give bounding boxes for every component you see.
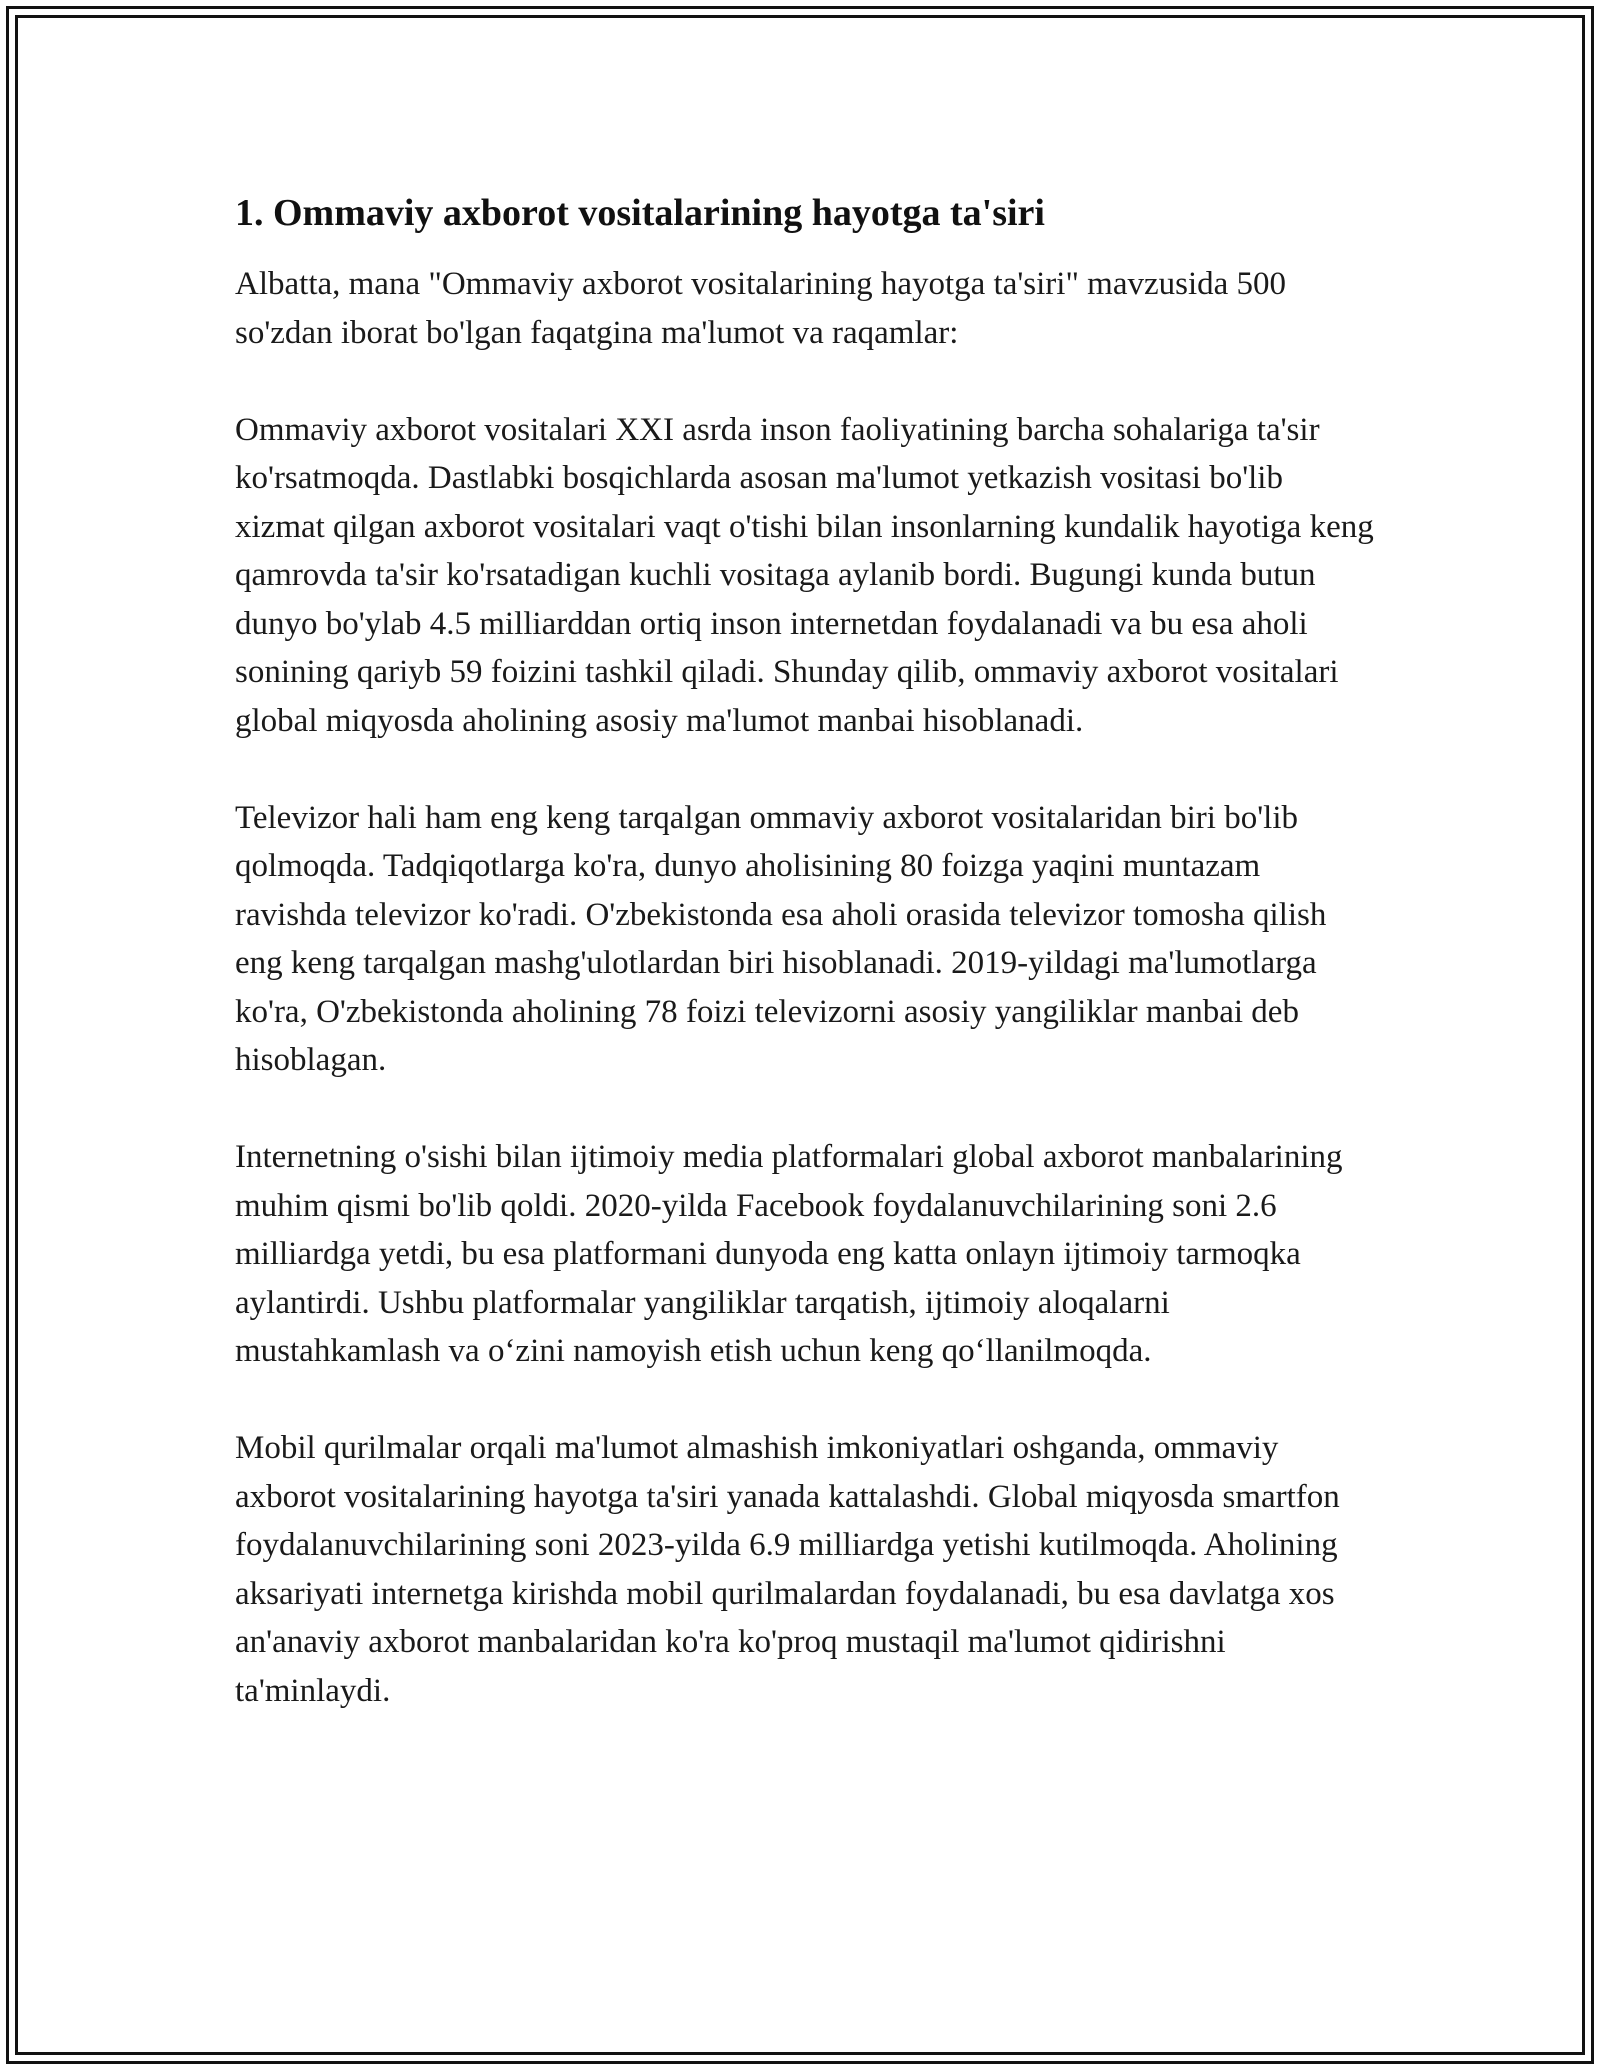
paragraph-media-overview: Ommaviy axborot vositalari XXI asrda inson faoliyatining barcha sohalariga ta'sir ko'rsatmoqda. Dastlabki bosqichlarda asosan ma'lumot yetkazish vositasi bo'lib xizmat qilgan axborot vositalari vaqt o'tishi bilan insonlarning kundalik hayotiga keng qamrovda ta'sir ko'rsatadigan kuchli vositaga aylanib bordi. Bugungi kunda butun dunyo bo'ylab 4.5 milliarddan ortiq inson internetdan foydalanadi va bu esa aholi sonining qariyb 59 foizini tashkil qiladi. Shunday qilib, ommaviy axborot vositalari global miqyosda aholining asosiy ma'lumot manbai hisoblanadi. <box>235 411 1374 739</box>
paragraph-television: Televizor hali ham eng keng tarqalgan ommaviy axborot vositalaridan biri bo'lib qolmoqda. Tadqiqotlarga ko'ra, dunyo aholisining 80 foizga yaqini muntazam ravishda televizor ko'radi. O'zbekistonda esa aholi orasida televizor tomosha qilish eng keng tarqalgan mashg'ulotlardan biri hisoblanadi. 2019-yildagi ma'lumotlarga ko'ra, O'zbekistonda aholining 78 foizi televizorni asosiy yangiliklar manbai deb hisoblagan. <box>235 799 1327 1078</box>
document-body <box>235 188 1375 1764</box>
section-heading: 1. Ommaviy axborot vositalarining hayotga ta'siri <box>235 192 1045 234</box>
paragraph-mobile-devices: Mobil qurilmalar orqali ma'lumot almashish imkoniyatlari oshganda, ommaviy axborot vositalarining hayotga ta'siri yanada kattalashdi. Global miqyosda smartfon foydalanuvchilarining soni 2023-yilda 6.9 milliardga yetishi kutilmoqda. Aholining aksariyati internetga kirishda mobil qurilmalardan foydalanadi, bu esa davlatga xos an'anaviy axborot manbalaridan ko'ra ko'proq mustaqil ma'lumot qidirishni ta'minlaydi. <box>235 1430 1340 1709</box>
paragraph-social-media: Internetning o'sishi bilan ijtimoiy media platformalari global axborot manbalarining muhim qismi bo'lib qoldi. 2020-yilda Facebook foydalanuvchilarining soni 2.6 milliardga yetdi, bu esa platformani dunyoda eng katta onlayn ijtimoiy tarmoqka aylantirdi. Ushbu platformalar yangiliklar tarqatish, ijtimoiy aloqalarni mustahkamlash va o‘zini namoyish etish uchun keng qo‘llanilmoqda. <box>235 1139 1343 1369</box>
paragraph-intro: Albatta, mana "Ommaviy axborot vositalarining hayotga ta'siri" mavzusida 500 so'zdan iborat bo'lgan faqatgina ma'lumot va raqamlar: <box>235 266 1287 351</box>
